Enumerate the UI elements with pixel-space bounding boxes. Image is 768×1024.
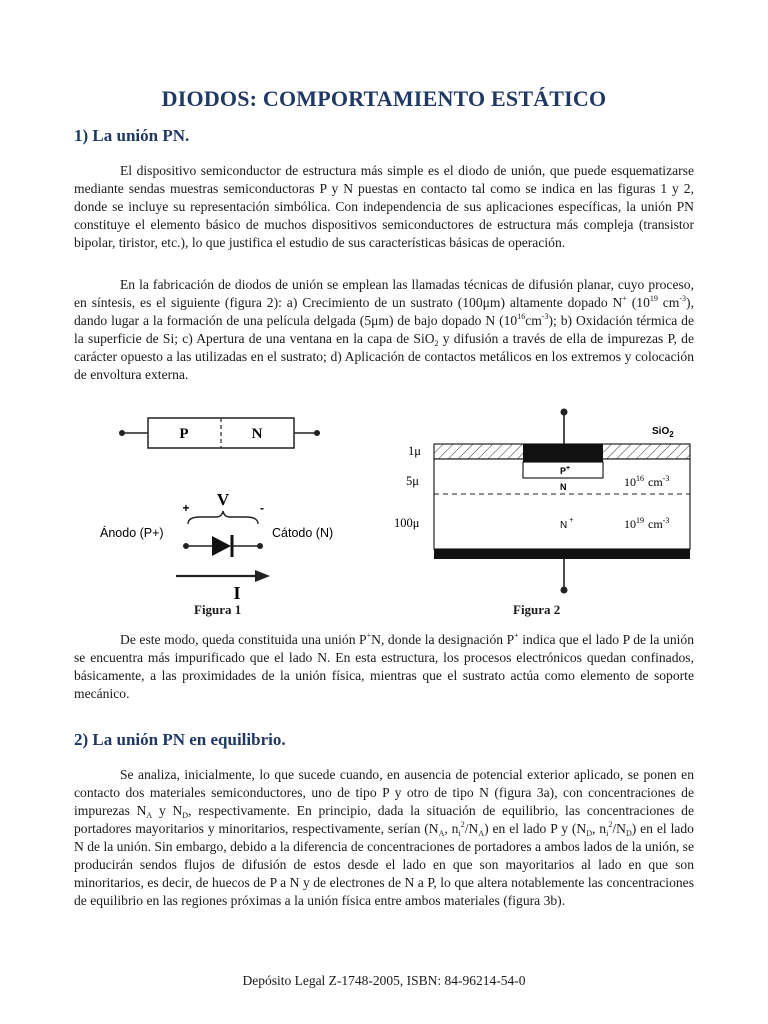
thickness-100u-label: 100μ [394,516,420,530]
p-plus-label: P+ [560,465,571,476]
section-1-heading: 1) La unión PN. [74,126,190,145]
pn-right-terminal [314,430,320,436]
figure-2-diagram [386,402,706,602]
thickness-5u-label: 5μ [406,474,419,488]
metal-contact-top [523,444,603,462]
n-epi-label: N [560,482,567,492]
voltage-label: V [216,490,230,509]
voltage-brace [188,511,258,524]
section-1-paragraph-1: El dispositivo semiconductor de estructura más simple es el diodo de unión, que puede esquematizarse mediante sendas muestras semiconductoras P y N puestas en contacto tal como se indica en las figuras 1 y 2, donde se incluye su representación simbólica. Con independencia de sus aplicaciones específicas, la unión PN constituye el elemento básico de muchos dispositivos semiconductores de estructura más compleja (transistor bipolar, tiristor, etc.), lo que justifica el estudio de sus características básicas de operación. [74,163,694,250]
minus-sign: - [260,501,264,515]
n-region-label: N [251,426,263,442]
figure-1-caption: Figura 1 [194,602,242,617]
page-footer: Depósito Legal Z-1748-2005, ISBN: 84-96214-54-0 [242,973,526,988]
cathode-terminal [257,543,263,549]
diode-triangle [212,536,231,556]
current-arrow-head [255,570,270,582]
thickness-1u-label: 1μ [408,444,421,458]
plus-sign: + [182,501,190,515]
bottom-contact-terminal [561,587,568,594]
page-title: DIODOS: COMPORTAMIENTO ESTÁTICO [161,86,607,111]
figure-2-caption: Figura 2 [513,602,561,617]
pn-left-terminal [119,430,125,436]
section-2-heading: 2) La unión PN en equilibrio. [74,730,286,749]
epi-concentration: $10^{16}$ $cm^{-3}$ [624,474,670,489]
n-plus-label: N + [560,517,574,531]
section-2-paragraph: Se analiza, inicialmente, lo que sucede cuando, en ausencia de potencial exterior aplicado, se ponen en contacto dos materiales semiconductores, uno de tipo P y otro de tipo N (figura 3a), con concentraciones de impurezas $N_A$ y $N_D$, respectivamente. En principio, dada la situación de equilibrio, las concentraciones de portadores mayoritarios y minoritarios, respectivamente, serían ($N_A$, $n_i^2/N_A$) en el lado P y ($N_D$, $n_i^2/N_D$) en el lado N de la unión. Sin embargo, debido a la diferencia de concentraciones de portadores a ambos lados de la unión, se producirán sendos flujos de difusión de estos desde el lado en que son mayoritarios al lado en que son minoritarios, es decir, de huecos de P a N y de electrones de N a P, lo que altera notablemente las concentraciones de equilibrio en las regiones próximas a la unión física entre ambos materiales (figura 3b). [74,767,694,908]
substrate-concentration: $10^{19}$ $cm^{-3}$ [624,516,670,531]
cathode-label: Cátodo (N) [272,526,334,540]
figure-1-diagram [100,405,334,615]
anode-label: Ánodo (P+) [100,526,164,540]
p-region-label: P [179,426,189,442]
section-1-paragraph-3: De este modo, queda constituida una unión P+N, donde la designación P+ indica que el lado P de la unión se encuentra más impurificado que el lado N. En esta estructura, los procesos electrónicos quedan confinados, básicamente, a las proximidades de la unión física, mientras que el sustrato actúa como elemento de soporte mecánico. [74,631,694,701]
current-label: I [233,583,241,603]
section-1-paragraph-2: En la fabricación de diodos de unión se emplean las llamadas técnicas de difusión planar, cuyo proceso, en síntesis, es el siguiente (figura 2): a) Crecimiento de un sustrato (100μm) altamente dopado N+ ($10^{19}$ $cm^{-3}$), dando lugar a la formación de una película delgada (5μm) de bajo dopado N $(10^{16}cm^{-3})$; b) Oxidación térmica de la superficie de Si; c) Apertura de una ventana en la capa de SiO$_2$ y difusión a través de ella de impurezas P, de carácter opuesto a las utilizadas en el sustrato; d) Aplicación de contactos metálicos en los extremos y colocación de envoltura externa. [74,277,694,382]
sio2-label: SiO$_2$ [652,426,674,439]
bottom-contact [434,549,690,559]
